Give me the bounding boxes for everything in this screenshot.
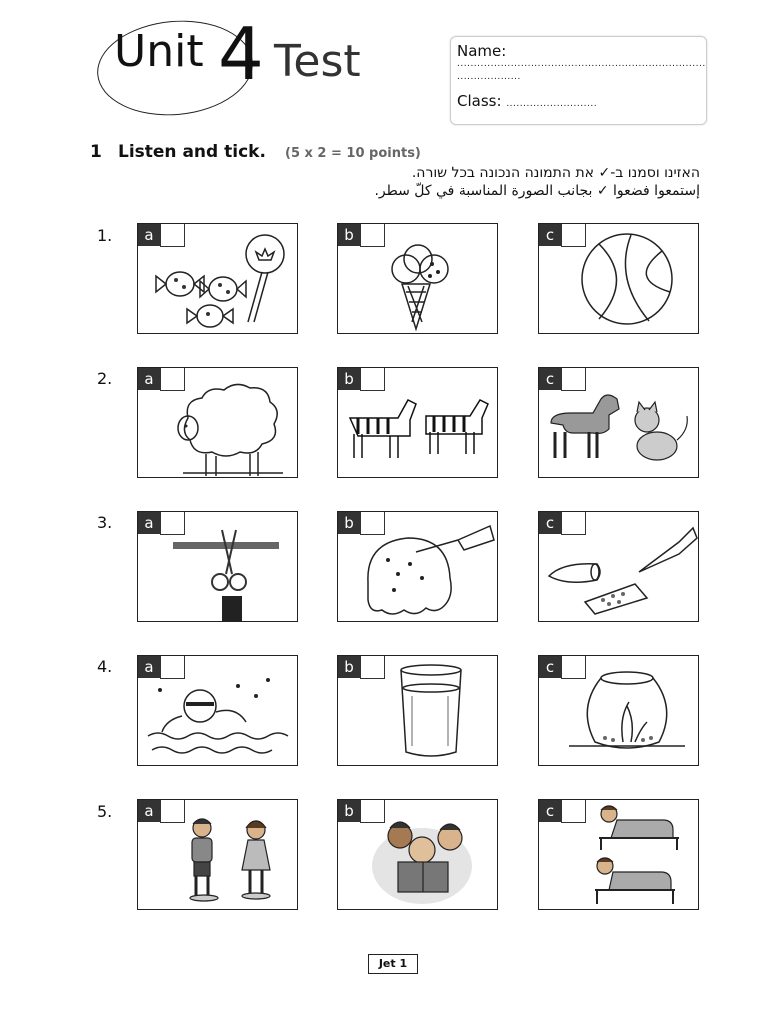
name-field-line-2[interactable]: ................... xyxy=(457,72,521,82)
option-letter: b xyxy=(338,224,360,246)
tick-box[interactable] xyxy=(561,512,586,535)
row-label: 5. xyxy=(97,802,113,821)
option-card-3c[interactable] xyxy=(538,511,699,622)
title-test: Test xyxy=(274,36,361,87)
option-letter: b xyxy=(338,656,360,678)
tick-box[interactable] xyxy=(360,368,385,391)
option-card-3a[interactable] xyxy=(137,511,298,622)
option-letter: c xyxy=(539,512,561,534)
option-letter: c xyxy=(539,656,561,678)
option-letter: a xyxy=(138,224,160,246)
option-letter: c xyxy=(539,224,561,246)
tick-box[interactable] xyxy=(160,224,185,247)
option-card-4a[interactable] xyxy=(137,655,298,766)
tick-box[interactable] xyxy=(360,800,385,823)
option-letter: a xyxy=(138,800,160,822)
option-card-2c[interactable] xyxy=(538,367,699,478)
student-info-box xyxy=(450,36,707,125)
tick-box[interactable] xyxy=(360,656,385,679)
option-card-4b[interactable] xyxy=(337,655,498,766)
option-card-1c[interactable] xyxy=(538,223,699,334)
tick-box[interactable] xyxy=(561,800,586,823)
option-card-3b[interactable] xyxy=(337,511,498,622)
option-card-5b[interactable] xyxy=(337,799,498,910)
question-title: Listen and tick. xyxy=(118,142,266,162)
option-letter: b xyxy=(338,800,360,822)
option-card-2a[interactable] xyxy=(137,367,298,478)
tick-box[interactable] xyxy=(561,656,586,679)
question-points: (5 x 2 = 10 points) xyxy=(285,146,421,161)
option-letter: c xyxy=(539,800,561,822)
question-number: 1 xyxy=(90,142,102,162)
name-label: Name: xyxy=(457,42,507,60)
option-card-1b[interactable] xyxy=(337,223,498,334)
tick-box[interactable] xyxy=(160,800,185,823)
tick-box[interactable] xyxy=(561,224,586,247)
title-unit-number: 4 xyxy=(218,12,264,96)
option-letter: c xyxy=(539,368,561,390)
tick-box[interactable] xyxy=(160,368,185,391)
arabic-instruction: إستمعوا فضعوا ✓ بجانب الصورة المناسبة في كلّ سطر. xyxy=(374,183,700,199)
option-letter: b xyxy=(338,512,360,534)
tick-box[interactable] xyxy=(360,224,385,247)
row-label: 2. xyxy=(97,369,113,388)
option-card-5a[interactable] xyxy=(137,799,298,910)
hebrew-instruction: האזינו וסמנו ב-✓ את התמונה הנכונה בכל שורה. xyxy=(411,165,700,181)
class-field[interactable]: ........................... xyxy=(506,99,598,109)
row-label: 3. xyxy=(97,513,113,532)
class-label: Class: xyxy=(457,92,502,110)
name-field-line-1[interactable]: .......................................................................... xyxy=(457,59,706,69)
option-card-5c[interactable] xyxy=(538,799,699,910)
tick-box[interactable] xyxy=(160,656,185,679)
tick-box[interactable] xyxy=(360,512,385,535)
option-letter: b xyxy=(338,368,360,390)
option-letter: a xyxy=(138,512,160,534)
tick-box[interactable] xyxy=(561,368,586,391)
row-label: 1. xyxy=(97,226,113,245)
tick-box[interactable] xyxy=(160,512,185,535)
footer-label: Jet 1 xyxy=(368,954,418,974)
row-label: 4. xyxy=(97,657,113,676)
title-unit: Unit xyxy=(114,26,204,77)
option-card-1a[interactable] xyxy=(137,223,298,334)
option-letter: a xyxy=(138,368,160,390)
option-letter: a xyxy=(138,656,160,678)
option-card-2b[interactable] xyxy=(337,367,498,478)
option-card-4c[interactable] xyxy=(538,655,699,766)
